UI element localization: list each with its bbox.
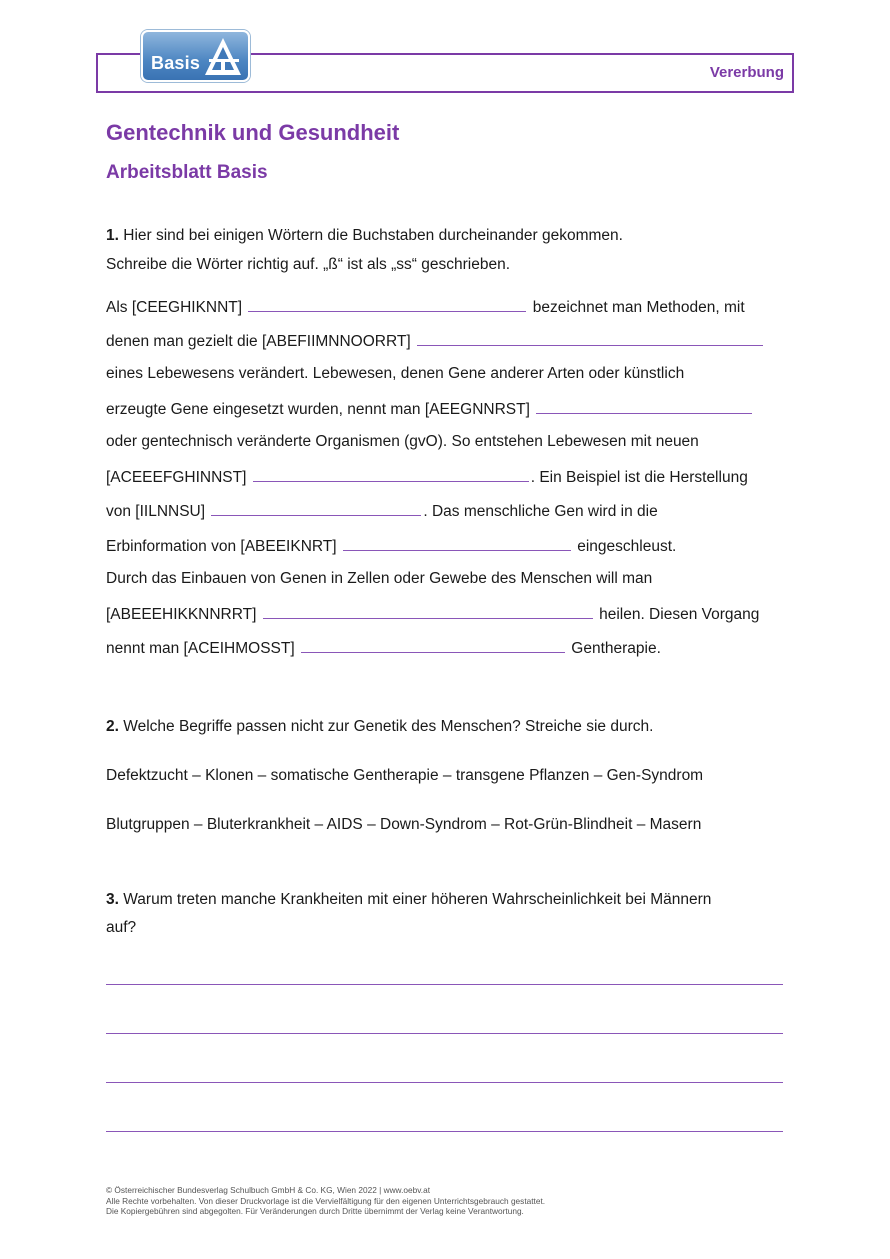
task3-question-2: auf? [106, 919, 137, 936]
basis-logo [141, 30, 250, 82]
cloze-line-7: von [IILNNSU] . Das menschliche Gen wird in die [106, 503, 658, 520]
answer-blank-4[interactable] [253, 467, 529, 482]
cloze-line-2: denen man gezielt die [ABEFIIMNNOORRT] [106, 331, 765, 351]
task3-number: 3. [106, 891, 119, 908]
task1-instruction-2: Schreibe die Wörter richtig auf. „ß“ ist als „ss“ geschrieben. [106, 256, 510, 273]
answer-line-1[interactable] [106, 984, 783, 985]
cloze-line-10: [ABEEEHIKKNNRRT] heilen. Diesen Vorgang [106, 606, 760, 623]
footer-line-2: Alle Rechte vorbehalten. Von dieser Druckvorlage ist die Vervielfältigung für den eigenen Unterrichtsgebrauch gestattet. [106, 1195, 546, 1206]
answer-blank-2[interactable] [417, 331, 763, 346]
cloze-line-9: Durch das Einbauen von Genen in Zellen oder Gewebe des Menschen will man [106, 570, 653, 587]
answer-blank-7[interactable] [263, 604, 593, 619]
cloze-line-11: nennt man [ACEIHMOSST] Gentherapie. [106, 640, 661, 657]
footer-line-3: Die Kopiergebühren sind abgegolten. Für Veränderungen durch Dritte übernimmt der Verlag keine Verantwortung. [106, 1206, 524, 1216]
answer-line-4[interactable] [106, 1131, 783, 1132]
task2-question: 2. Welche Begriffe passen nicht zur Genetik des Menschen? Streiche sie durch. [106, 718, 654, 735]
answer-blank-6[interactable] [343, 536, 571, 551]
task1-instruction: 1. Hier sind bei einigen Wörtern die Buchstaben durcheinander gekommen. [106, 227, 623, 244]
cloze-line-4: erzeugte Gene eingesetzt wurden, nennt man [AEEGNNRST] [106, 399, 754, 419]
term-row-2[interactable]: Blutgruppen – Bluterkrankheit – AIDS – Down-Syndrom – Rot-Grün-Blindheit – Masern [106, 816, 702, 833]
logo-text: Basis [151, 53, 201, 73]
term-row-1[interactable]: Defektzucht – Klonen – somatische Gentherapie – transgene Pflanzen – Gen-Syndrom [106, 767, 704, 784]
topic-label: Vererbung [709, 64, 784, 81]
answer-blank-3[interactable] [536, 399, 752, 414]
cloze-line-6: [ACEEEFGHINNST] . Ein Beispiel ist die Herstellung [106, 469, 748, 486]
cloze-line-8: Erbinformation von [ABEEIKNRT] eingeschleust. [106, 538, 677, 555]
answer-blank-1[interactable] [248, 297, 526, 312]
answer-line-3[interactable] [106, 1082, 783, 1083]
cloze-line-3: eines Lebewesens verändert. Lebewesen, denen Gene anderer Arten oder künstlich [106, 365, 685, 382]
cloze-line-5: oder gentechnisch veränderte Organismen (gvO). So entstehen Lebewesen mit neuen [106, 433, 699, 450]
triangle-logo-icon [205, 35, 245, 77]
task2-number: 2. [106, 718, 119, 735]
task3-question: 3. Warum treten manche Krankheiten mit einer höheren Wahrscheinlichkeit bei Männern [106, 891, 712, 908]
footer-copyright [106, 1185, 545, 1217]
task1-number: 1. [106, 227, 119, 244]
cloze-line-1: Als [CEEGHIKNNT] bezeichnet man Methoden, mit [106, 299, 745, 316]
page-subtitle: Arbeitsblatt Basis [106, 162, 268, 183]
answer-blank-8[interactable] [301, 638, 565, 653]
footer-line-1: © Österreichischer Bundesverlag Schulbuch GmbH & Co. KG, Wien 2022 | www.oebv.at [106, 1185, 430, 1195]
answer-line-2[interactable] [106, 1033, 783, 1034]
page-title: Gentechnik und Gesundheit [106, 120, 400, 145]
answer-blank-5[interactable] [211, 501, 421, 516]
